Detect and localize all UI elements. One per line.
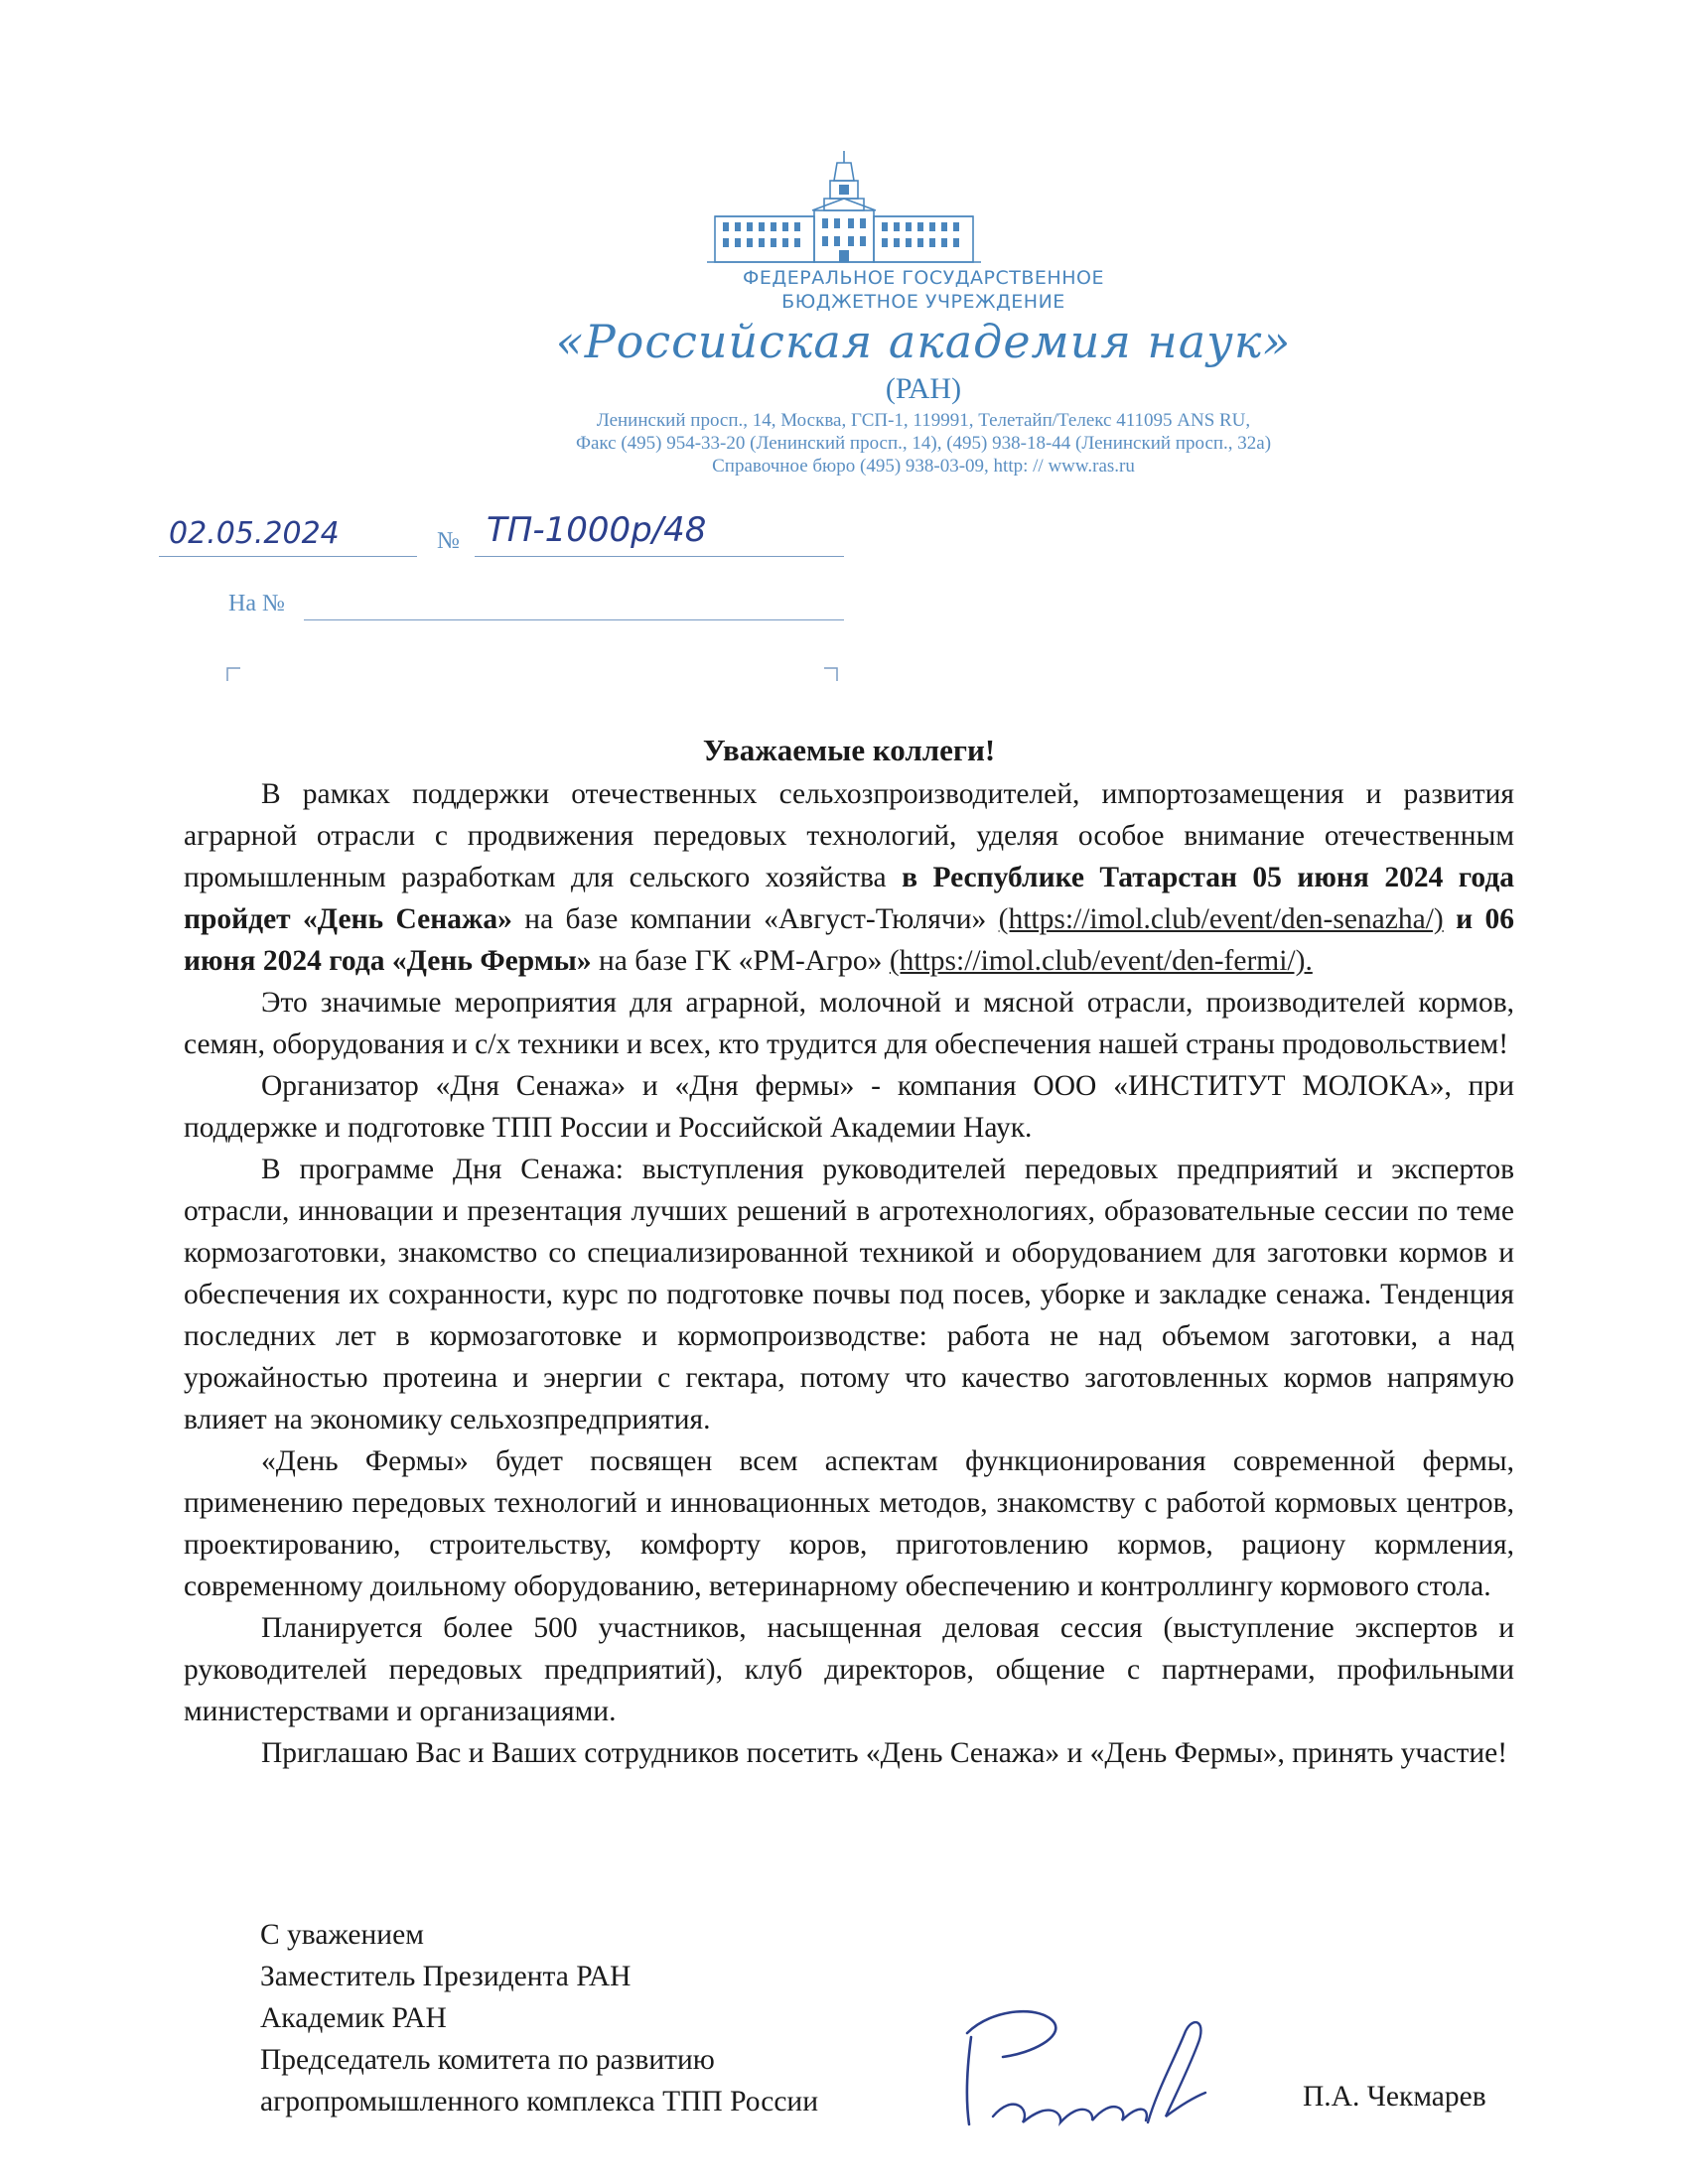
- paragraph-5: «День Фермы» будет посвящен всем аспектам функционирования современной фермы, применению передовых технологий и инновационных методов, знакомству с работой кормовых центров, проектированию, строительству, комфорту коров, приготовлению кормов, рациону кормления, современному доильному оборудованию, ветеринарному обеспечению и контроллингу кормового стола.: [184, 1445, 1514, 1602]
- closing-block: [260, 1914, 818, 2122]
- paragraph-1-text-c: на базе ГК «РМ-Агро»: [591, 945, 890, 977]
- registration-number: ТП-1000р/48: [487, 510, 707, 550]
- reference-underline: [304, 619, 844, 620]
- org-abbreviation: (РАН): [885, 372, 962, 405]
- paragraph-1-bold-a: в Республике Татарстан 05 июня 2024 года пройдет «День Сенажа»: [184, 862, 1514, 935]
- academy-building-icon: [695, 149, 993, 266]
- address-line-1: Ленинский просп., 14, Москва, ГСП-1, 119991, Телетайп/Телекс 411095 ANS RU,: [596, 410, 1251, 431]
- paragraph-1-text-b: на базе компании «Август-Тюлячи»: [511, 903, 999, 935]
- den-fermi-link[interactable]: (https://imol.club/event/den-fermi/).: [889, 945, 1313, 977]
- closing-title-1: Заместитель Президента РАН: [260, 1961, 632, 1992]
- org-type-line-1: ФЕДЕРАЛЬНОЕ ГОСУДАРСТВЕННОЕ: [743, 267, 1104, 289]
- paragraph-4: В программе Дня Сенажа: выступления руководителей передовых предприятий и экспертов отрасли, инновации и презентация лучших решений в агротехнологиях, образовательные сессии по теме кормозаготовки, знакомство со специализированной техникой и оборудованием для заготовки кормов и обеспечения их сохранности, курс по подготовке почвы под посев, уборке и закладке сенажа. Тенденция последних лет в кормозаготовке и кормопроизводстве: работа не над объемом заготовки, а над урожайностью протеина и энергии с гектара, потому что качество заготовленных кормов напрямую влияет на экономику сельхозпредприятия.: [184, 1154, 1514, 1435]
- letterhead: [0, 149, 1688, 478]
- paragraph-1-bold-b: и 06 июня 2024 года «День Фермы»: [184, 903, 1514, 977]
- handwritten-signature: [953, 1997, 1221, 2146]
- paragraph-1: [184, 773, 1514, 982]
- address-corner-right-icon: [824, 667, 838, 681]
- signatory-name: П.А. Чекмарев: [1303, 2081, 1486, 2113]
- reference-label: На №: [228, 591, 285, 616]
- org-name: «Российская академия наук»: [555, 315, 1292, 368]
- letter-body: [184, 730, 1514, 1774]
- greeting: Уважаемые коллеги!: [702, 733, 996, 767]
- closing-title-2: Академик РАН: [260, 2002, 447, 2034]
- paragraph-2: Это значимые мероприятия для аграрной, молочной и мясной отрасли, производителей кормов, семян, оборудования и с/х техники и всех, кто трудится для обеспечения нашей страны продовольствием!: [184, 987, 1514, 1060]
- den-senazha-link[interactable]: (https://imol.club/event/den-senazha/): [998, 903, 1444, 935]
- org-type-line-2: БЮДЖЕТНОЕ УЧРЕЖДЕНИЕ: [781, 291, 1065, 313]
- number-label: №: [437, 528, 460, 554]
- paragraph-7: Приглашаю Вас и Ваших сотрудников посетить «День Сенажа» и «День Фермы», принять участие!: [261, 1737, 1508, 1769]
- number-underline: [475, 556, 844, 557]
- paragraph-1-text-a: В рамках поддержки отечественных сельхозпроизводителей, импортозамещения и развития аграрной отрасли с продвижения передовых технологий, уделяя особое внимание отечественным промышленным разработкам для сельского хозяйства: [184, 778, 1514, 893]
- address-line-2: Факс (495) 954-33-20 (Ленинский просп., 14), (495) 938-18-44 (Ленинский просп., 32а): [575, 433, 1272, 454]
- registration-block: [159, 510, 854, 715]
- address-line-3: Справочное бюро (495) 938-03-09, http: // www.ras.ru: [712, 456, 1135, 477]
- address-corner-left-icon: [226, 667, 240, 681]
- registration-date: 02.05.2024: [169, 516, 340, 551]
- date-underline: [159, 556, 417, 557]
- paragraph-3: Организатор «Дня Сенажа» и «Дня фермы» - компания ООО «ИНСТИТУТ МОЛОКА», при поддержке и подготовке ТПП России и Российской Академии Наук.: [184, 1070, 1514, 1144]
- closing-title-4: агропромышленного комплекса ТПП России: [260, 2086, 818, 2117]
- closing-regards: С уважением: [260, 1919, 424, 1951]
- closing-title-3: Председатель комитета по развитию: [260, 2044, 715, 2076]
- paragraph-6: Планируется более 500 участников, насыщенная деловая сессия (выступление экспертов и руководителей передовых предприятий), клуб директоров, общение с партнерами, профильными министерствами и организациями.: [184, 1612, 1514, 1727]
